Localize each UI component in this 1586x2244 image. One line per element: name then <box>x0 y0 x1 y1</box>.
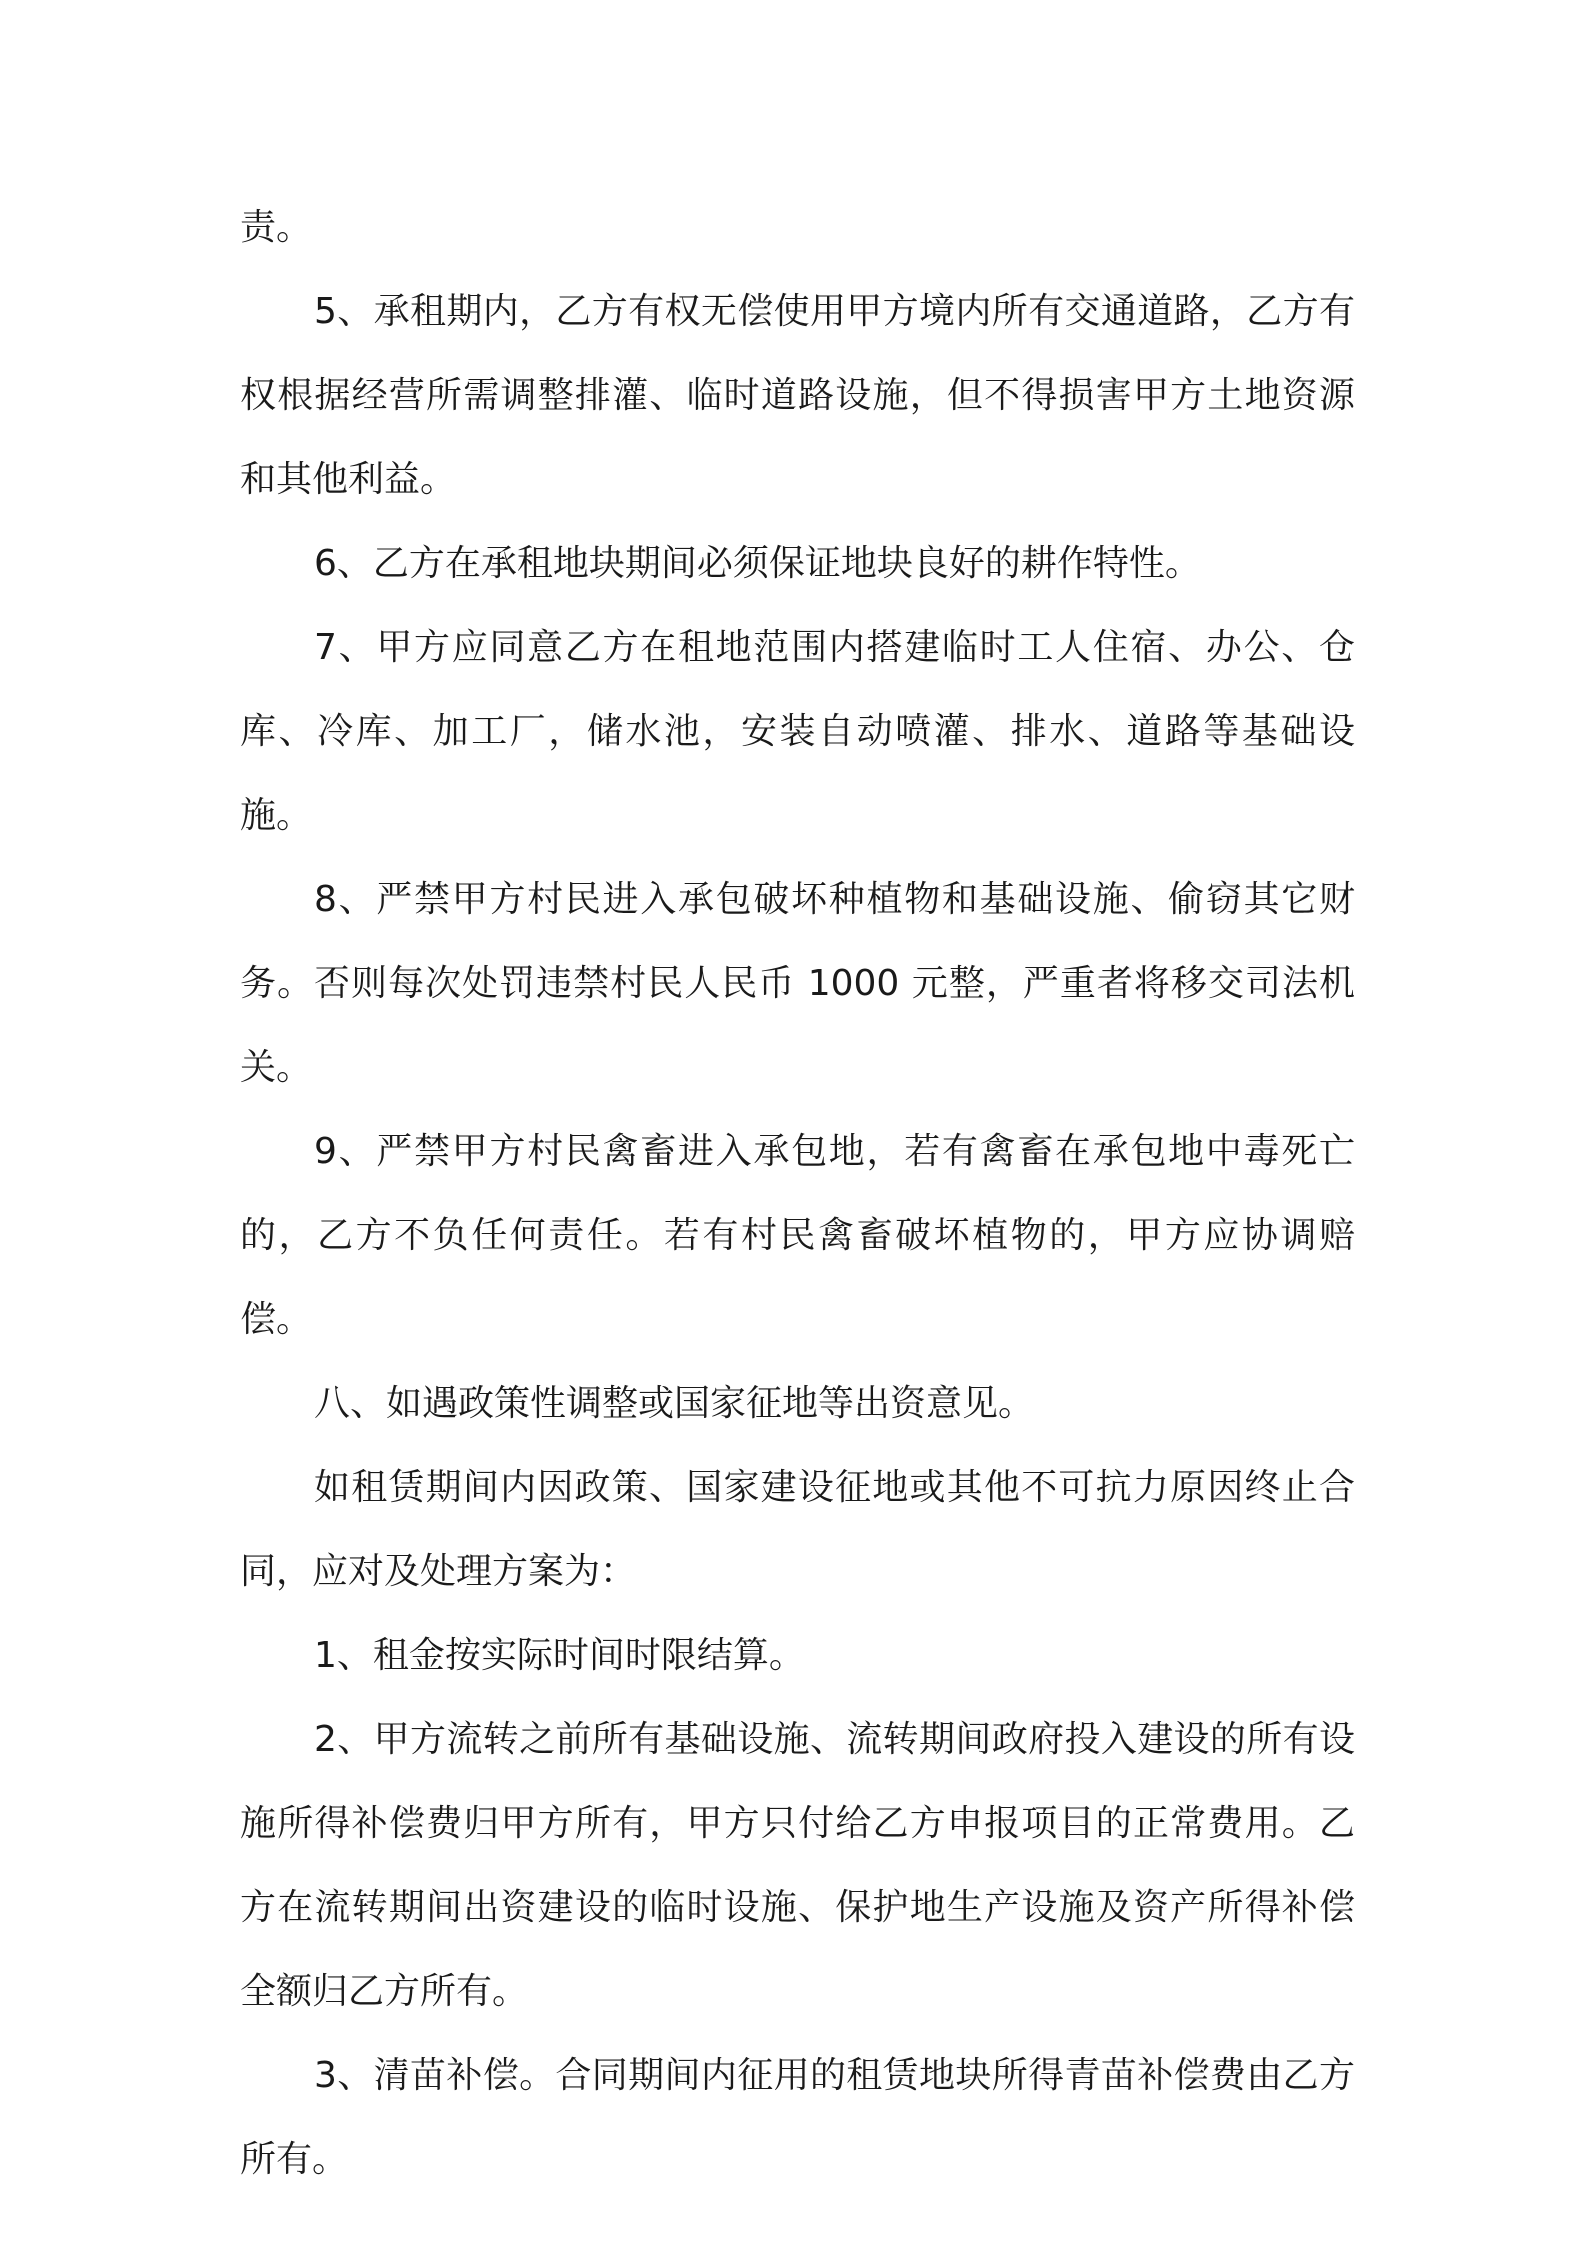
paragraph-termination-intro: 如租赁期间内因政策、国家建设征地或其他不可抗力原因终止合同，应对及处理方案为： <box>240 1467 1355 1592</box>
paragraph-item-7: 7、甲方应同意乙方在租地范围内搭建临时工人住宿、办公、仓库、冷库、加工厂，储水池，安装自动喷灌、排水、道路等基础设施。 <box>240 627 1355 836</box>
paragraph-item-5: 5、承租期内，乙方有权无偿使用甲方境内所有交通道路，乙方有权根据经营所需调整排灌、临时道路设施，但不得损害甲方土地资源和其他利益。 <box>240 291 1355 500</box>
paragraph-continuation: 责。 <box>240 207 313 248</box>
paragraph-plan-2: 2、甲方流转之前所有基础设施、流转期间政府投入建设的所有设施所得补偿费归甲方所有，甲方只付给乙方申报项目的正常费用。乙方在流转期间出资建设的临时设施、保护地生产设施及资产所得补偿全额归乙方所有。 <box>240 1719 1355 2012</box>
paragraph-item-8: 8、严禁甲方村民进入承包破坏种植物和基础设施、偷窃其它财务。否则每次处罚违禁村民人民币 1000 元整，严重者将移交司法机关。 <box>240 879 1355 1088</box>
paragraph-plan-3: 3、清苗补偿。合同期间内征用的租赁地块所得青苗补偿费由乙方所有。 <box>240 2055 1355 2180</box>
paragraph-plan-1: 1、租金按实际时间时限结算。 <box>314 1635 805 1676</box>
paragraph-item-9: 9、严禁甲方村民禽畜进入承包地，若有禽畜在承包地中毒死亡的，乙方不负任何责任。若有村民禽畜破坏植物的，甲方应协调赔偿。 <box>240 1131 1355 1340</box>
document-body <box>240 186 1355 2202</box>
paragraph-item-6: 6、乙方在承租地块期间必须保证地块良好的耕作特性。 <box>314 543 1201 584</box>
section-heading-8: 八、如遇政策性调整或国家征地等出资意见。 <box>314 1383 1035 1424</box>
